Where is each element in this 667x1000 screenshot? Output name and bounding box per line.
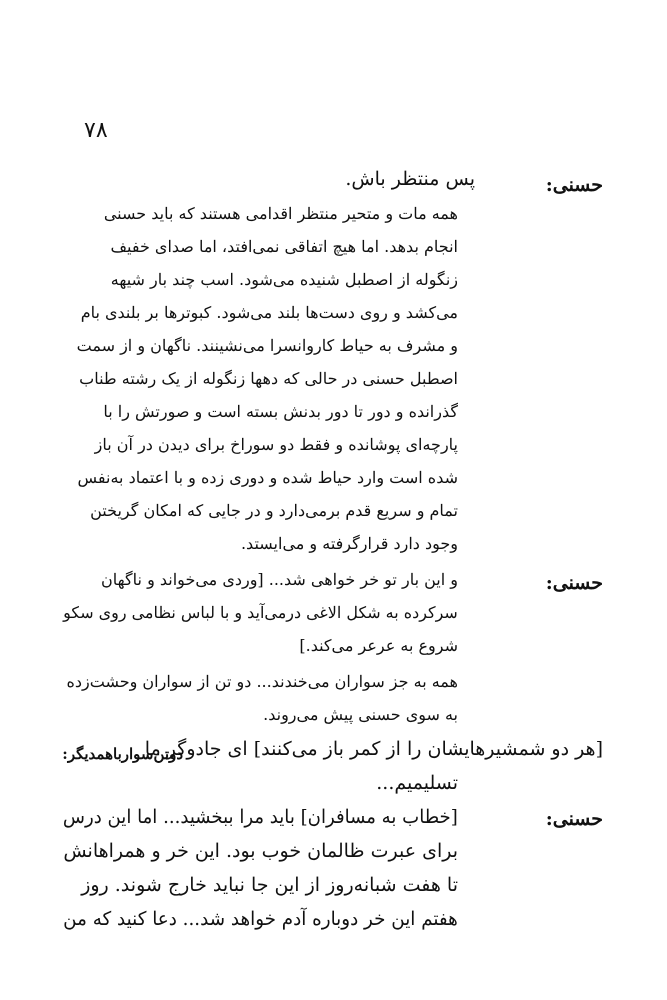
dialogue-line: برای عبرت ظالمان خوب بود. این خر و همراهانش	[63, 840, 458, 862]
speaker-label: حسنی:	[545, 808, 603, 830]
dialogue-line: تسلیمیم...	[376, 772, 458, 794]
dialogue-line: هفتم این خر دوباره آدم خواهد شد... دعا کنید که من	[63, 908, 458, 930]
stage-line: همه مات و متحیر منتظر اقدامی هستند که باید حسنی	[103, 204, 458, 223]
stage-line: تمام و سریع قدم برمی‌دارد و در جایی که امکان گریختن	[90, 501, 458, 520]
dialogue-line: پس منتظر باش.	[345, 168, 475, 190]
speaker-label: حسنی:	[545, 174, 603, 196]
stage-line: می‌کشد و روی دست‌ها بلند می‌شود. کبوترها بر بلندی بام	[80, 303, 458, 322]
dialogue-hasani-1	[63, 168, 603, 202]
stage-line: همه به جز سواران می‌خندند... دو تن از سواران وحشت‌زده	[66, 672, 458, 691]
stage-line: شده است وارد حیاط شده و دوری زده و با اعتماد به‌نفس	[77, 468, 458, 487]
page-number: ۷۸	[84, 118, 108, 143]
stage-line: به سوی حسنی پیش می‌روند.	[263, 705, 458, 724]
dialogue-line: و این بار تو خر خواهی شد... [وردی می‌خواند و ناگهان	[101, 570, 458, 589]
dialogue-line: شروع به عرعر می‌کند.]	[299, 636, 458, 655]
dialogue-line: سرکرده به شکل الاغی درمی‌آید و با لباس نظامی روی سکو	[63, 603, 458, 622]
stage-line: انجام بدهد. اما هیچ اتفاقی نمی‌افتد، اما صدای خفیف	[110, 237, 458, 256]
stage-line: وجود دارد قرارگرفته و می‌ایستد.	[240, 534, 458, 553]
stage-direction-1	[63, 204, 603, 564]
dialogue-line: تا هفت شبانه‌روز از این جا نباید خارج شوند. روز	[81, 874, 458, 896]
stage-line: پارچه‌ای پوشانده و فقط دو سوراخ برای دیدن در آن باز	[94, 435, 458, 454]
dialogue-line: [خطاب به مسافران] باید مرا ببخشید... اما این درس	[63, 806, 458, 828]
speaker-label: دوتن‌سوارباهمدیگر:	[62, 745, 183, 763]
dialogue-hasani-2	[63, 570, 603, 670]
stage-line: زنگوله از اصطبل شنیده می‌شود. اسب چند بار شیهه	[110, 270, 458, 289]
speaker-label: حسنی:	[545, 572, 603, 594]
stage-line: و مشرف به حیاط کاروانسرا می‌نشینند. ناگهان و از سمت	[76, 336, 458, 355]
stage-line: گذرانده و دور تا دور بدنش بسته است و صورتش را با	[103, 402, 458, 421]
stage-line: اصطبل حسنی در حالی که دهها زنگوله از یک رشته طناب	[79, 369, 458, 388]
dialogue-two-riders	[3, 738, 603, 810]
dialogue-hasani-3	[63, 806, 603, 956]
stage-direction-2	[63, 672, 603, 738]
dialogue-line: [هر دو شمشیرهایشان را از کمر باز می‌کنند] ای جادوگر ما	[144, 738, 603, 760]
